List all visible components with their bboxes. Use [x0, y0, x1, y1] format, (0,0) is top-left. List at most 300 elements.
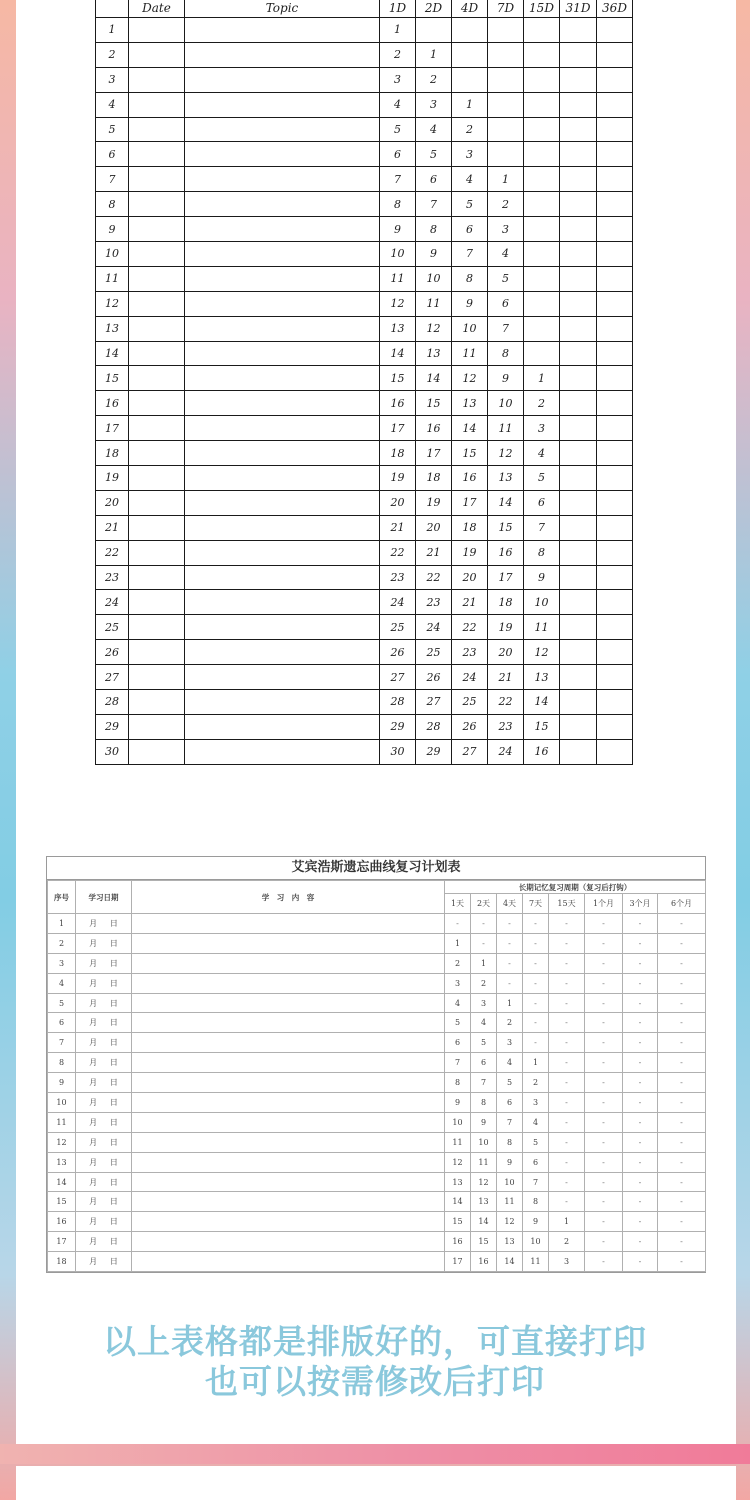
hw-cell	[185, 142, 380, 167]
hw-cell	[560, 341, 597, 366]
hw-cell	[597, 665, 633, 690]
hw-cell: 2	[488, 192, 524, 217]
table-row	[48, 1112, 706, 1132]
hw-cell: 18	[452, 515, 488, 540]
hw-cell: 22	[452, 615, 488, 640]
hw-cell	[560, 540, 597, 565]
hw-cell: 3	[416, 92, 452, 117]
day-label: 日	[109, 1157, 118, 1167]
hw-cell	[560, 217, 597, 242]
review-cell: -	[585, 1112, 623, 1132]
hw-cell: 3	[380, 67, 416, 92]
hw-cell: 15	[416, 391, 452, 416]
hw-cell	[129, 391, 185, 416]
hw-cell: 17	[488, 565, 524, 590]
hw-cell: 2	[416, 67, 452, 92]
hw-cell	[129, 341, 185, 366]
review-cell: 12	[445, 1152, 471, 1172]
hw-cell	[560, 615, 597, 640]
hw-cell: 13	[488, 466, 524, 491]
study-date-cell	[76, 1093, 132, 1113]
decorative-stripe	[0, 1444, 750, 1464]
row-index: 4	[48, 973, 76, 993]
hw-cell	[129, 92, 185, 117]
hw-cell: 14	[96, 341, 129, 366]
table-row	[96, 416, 633, 441]
hw-cell: 1	[452, 92, 488, 117]
table-row	[48, 973, 706, 993]
review-cell: 9	[445, 1093, 471, 1113]
hw-cell	[185, 341, 380, 366]
table-row	[96, 266, 633, 291]
hw-header-cell: Date	[129, 0, 185, 18]
hw-cell	[452, 42, 488, 67]
hw-cell: 7	[416, 192, 452, 217]
hw-cell: 22	[488, 690, 524, 715]
hw-cell	[597, 739, 633, 764]
review-cell: -	[585, 1232, 623, 1252]
month-label: 月	[89, 1197, 98, 1207]
review-cell: 3	[497, 1033, 523, 1053]
review-cell: 6	[523, 1152, 549, 1172]
hw-cell: 7	[96, 167, 129, 192]
hw-cell: 19	[488, 615, 524, 640]
hw-cell	[524, 291, 560, 316]
hw-cell: 30	[380, 739, 416, 764]
hw-cell: 9	[488, 366, 524, 391]
table-row	[96, 42, 633, 67]
hw-cell: 18	[488, 590, 524, 615]
study-content-cell	[132, 1252, 445, 1272]
hw-cell: 16	[452, 466, 488, 491]
hw-cell: 13	[416, 341, 452, 366]
study-date-cell	[76, 914, 132, 934]
date-spacer	[97, 1018, 110, 1027]
review-cell: 2	[497, 1013, 523, 1033]
review-cell: -	[549, 1093, 585, 1113]
review-cell: -	[523, 1033, 549, 1053]
table-row	[48, 1232, 706, 1252]
review-cell: -	[585, 1152, 623, 1172]
hw-header-cell	[96, 0, 129, 18]
review-cell: 6	[471, 1053, 497, 1073]
study-date-cell	[76, 1232, 132, 1252]
hw-cell: 10	[96, 242, 129, 267]
hw-cell: 9	[380, 217, 416, 242]
review-period-header: 15天	[549, 894, 585, 914]
date-spacer	[97, 1138, 110, 1147]
hw-cell: 29	[380, 714, 416, 739]
hw-cell: 14	[488, 490, 524, 515]
study-date-cell	[76, 1212, 132, 1232]
hw-cell: 12	[96, 291, 129, 316]
hw-cell: 3	[96, 67, 129, 92]
hw-cell: 7	[380, 167, 416, 192]
hw-cell	[597, 117, 633, 142]
hw-cell	[597, 515, 633, 540]
hw-cell	[129, 117, 185, 142]
hw-cell: 2	[96, 42, 129, 67]
review-cell: 1	[497, 993, 523, 1013]
month-label: 月	[89, 938, 98, 948]
date-spacer	[97, 1237, 110, 1246]
hw-cell	[560, 590, 597, 615]
review-cell: 1	[523, 1053, 549, 1073]
hw-cell: 15	[452, 441, 488, 466]
hw-cell: 14	[452, 416, 488, 441]
study-date-cell	[76, 1112, 132, 1132]
hw-header-cell: 15D	[524, 0, 560, 18]
hw-cell: 27	[380, 665, 416, 690]
hw-cell	[560, 167, 597, 192]
study-date-cell	[76, 973, 132, 993]
printed-review-table-container	[46, 856, 706, 1273]
hw-cell: 12	[488, 441, 524, 466]
hw-cell	[597, 366, 633, 391]
review-cell: 3	[471, 993, 497, 1013]
date-spacer	[97, 919, 110, 928]
day-label: 日	[109, 1117, 118, 1127]
hw-cell: 16	[416, 416, 452, 441]
review-cell: 14	[471, 1212, 497, 1232]
hw-cell	[597, 714, 633, 739]
footer-caption	[0, 1322, 750, 1402]
header-index: 序号	[48, 881, 76, 914]
table-row	[96, 515, 633, 540]
hw-cell: 16	[524, 739, 560, 764]
hw-cell	[129, 466, 185, 491]
hw-cell	[129, 739, 185, 764]
hw-cell: 2	[380, 42, 416, 67]
hw-cell	[524, 167, 560, 192]
review-cell: -	[658, 1192, 706, 1212]
review-cell: 6	[445, 1033, 471, 1053]
hw-cell: 21	[380, 515, 416, 540]
review-cell: 12	[471, 1172, 497, 1192]
hw-cell: 8	[416, 217, 452, 242]
row-index: 17	[48, 1232, 76, 1252]
hw-cell	[185, 540, 380, 565]
table-row	[96, 291, 633, 316]
review-cell: -	[658, 1212, 706, 1232]
hw-cell	[560, 665, 597, 690]
hw-cell	[524, 42, 560, 67]
review-cell: 10	[471, 1132, 497, 1152]
hw-cell	[129, 366, 185, 391]
row-index: 2	[48, 933, 76, 953]
review-cell: -	[549, 993, 585, 1013]
hw-cell: 17	[452, 490, 488, 515]
footer-line-1: 以上表格都是排版好的，可直接打印	[103, 1322, 647, 1361]
hw-cell	[597, 92, 633, 117]
hw-cell: 1	[96, 18, 129, 43]
review-cell: 2	[445, 953, 471, 973]
review-cell: -	[549, 1172, 585, 1192]
table-row	[48, 1093, 706, 1113]
day-label: 日	[109, 1217, 118, 1227]
review-cell: -	[623, 933, 658, 953]
hw-cell: 27	[96, 665, 129, 690]
hw-cell	[524, 142, 560, 167]
hw-cell	[524, 266, 560, 291]
hw-cell: 11	[380, 266, 416, 291]
hw-cell: 17	[96, 416, 129, 441]
hw-cell: 23	[488, 714, 524, 739]
review-cell: -	[585, 1033, 623, 1053]
hw-cell	[488, 67, 524, 92]
hw-cell	[129, 291, 185, 316]
review-cell: -	[658, 933, 706, 953]
review-cell: 5	[445, 1013, 471, 1033]
row-index: 8	[48, 1053, 76, 1073]
hw-cell	[597, 615, 633, 640]
table-row	[96, 490, 633, 515]
day-label: 日	[109, 1038, 118, 1048]
study-date-cell	[76, 1033, 132, 1053]
hw-cell	[597, 242, 633, 267]
table-row	[48, 993, 706, 1013]
table-row	[96, 565, 633, 590]
hw-cell: 19	[416, 490, 452, 515]
hw-cell: 3	[452, 142, 488, 167]
review-cell: 11	[497, 1192, 523, 1212]
hw-cell: 20	[452, 565, 488, 590]
hw-cell: 23	[452, 640, 488, 665]
hw-cell	[185, 67, 380, 92]
review-cell: 4	[471, 1013, 497, 1033]
date-spacer	[97, 939, 110, 948]
hw-cell	[185, 316, 380, 341]
review-cell: -	[549, 973, 585, 993]
hw-cell	[560, 515, 597, 540]
hw-cell	[560, 18, 597, 43]
month-label: 月	[89, 1097, 98, 1107]
hw-cell: 9	[416, 242, 452, 267]
hw-cell: 24	[416, 615, 452, 640]
review-cell: 3	[523, 1093, 549, 1113]
hw-cell	[185, 266, 380, 291]
hw-cell: 13	[452, 391, 488, 416]
hw-cell: 29	[416, 739, 452, 764]
review-cell: 13	[445, 1172, 471, 1192]
review-cell: 2	[549, 1232, 585, 1252]
hw-cell: 10	[380, 242, 416, 267]
hw-cell: 6	[416, 167, 452, 192]
table-row	[96, 640, 633, 665]
hw-cell	[185, 366, 380, 391]
hw-cell: 19	[380, 466, 416, 491]
review-cell: -	[623, 1132, 658, 1152]
table-row	[96, 341, 633, 366]
review-cell: -	[623, 914, 658, 934]
row-index: 1	[48, 914, 76, 934]
review-period-header: 7天	[523, 894, 549, 914]
hw-cell: 13	[96, 316, 129, 341]
hw-cell	[185, 466, 380, 491]
table-row	[48, 1073, 706, 1093]
review-cell: -	[585, 1093, 623, 1113]
hw-cell: 1	[380, 18, 416, 43]
review-cell: -	[497, 973, 523, 993]
hw-cell	[524, 316, 560, 341]
hw-cell	[597, 167, 633, 192]
review-cell: -	[585, 1073, 623, 1093]
hw-cell	[560, 391, 597, 416]
hw-cell: 5	[96, 117, 129, 142]
study-content-cell	[132, 1132, 445, 1152]
hw-cell: 25	[452, 690, 488, 715]
day-label: 日	[109, 1018, 118, 1028]
review-period-header: 1天	[445, 894, 471, 914]
review-cell: -	[623, 1232, 658, 1252]
hw-cell	[560, 117, 597, 142]
hw-cell	[597, 142, 633, 167]
study-date-cell	[76, 1152, 132, 1172]
hw-cell	[560, 739, 597, 764]
review-cell: 7	[445, 1053, 471, 1073]
day-label: 日	[109, 938, 118, 948]
hw-cell	[129, 714, 185, 739]
hw-cell	[560, 690, 597, 715]
hw-cell	[597, 192, 633, 217]
bottom-panel	[16, 1466, 736, 1500]
month-label: 月	[89, 1078, 98, 1088]
hw-cell: 23	[380, 565, 416, 590]
hw-header-cell: 31D	[560, 0, 597, 18]
hw-cell: 15	[488, 515, 524, 540]
review-cell: -	[658, 914, 706, 934]
row-index: 11	[48, 1112, 76, 1132]
review-cell: 9	[497, 1152, 523, 1172]
table-row	[96, 540, 633, 565]
hw-cell: 9	[96, 217, 129, 242]
hw-cell: 5	[416, 142, 452, 167]
hw-cell: 7	[488, 316, 524, 341]
date-spacer	[97, 1158, 110, 1167]
review-period-header: 1个月	[585, 894, 623, 914]
hw-cell: 27	[452, 739, 488, 764]
review-period-header: 6个月	[658, 894, 706, 914]
hw-cell	[597, 67, 633, 92]
hw-cell	[185, 18, 380, 43]
review-cell: -	[658, 1232, 706, 1252]
review-cell: -	[658, 993, 706, 1013]
review-cell: -	[549, 1192, 585, 1212]
hw-cell: 14	[380, 341, 416, 366]
hw-cell: 22	[416, 565, 452, 590]
review-cell: -	[549, 1013, 585, 1033]
hw-cell	[185, 42, 380, 67]
hw-cell	[129, 242, 185, 267]
month-label: 月	[89, 1157, 98, 1167]
table-row	[96, 192, 633, 217]
hw-cell: 8	[452, 266, 488, 291]
hw-cell: 19	[452, 540, 488, 565]
month-label: 月	[89, 918, 98, 928]
hw-cell	[185, 117, 380, 142]
hw-cell: 11	[452, 341, 488, 366]
study-content-cell	[132, 1192, 445, 1212]
review-cell: 10	[523, 1232, 549, 1252]
printed-review-table	[47, 880, 706, 1272]
review-cell: -	[585, 953, 623, 973]
hw-cell: 17	[416, 441, 452, 466]
hw-cell	[185, 565, 380, 590]
hw-cell: 21	[488, 665, 524, 690]
table-row	[96, 316, 633, 341]
study-content-cell	[132, 993, 445, 1013]
review-cell: -	[585, 1013, 623, 1033]
hw-cell: 24	[96, 590, 129, 615]
review-cell: -	[523, 973, 549, 993]
review-cell: -	[585, 1053, 623, 1073]
hw-cell: 16	[488, 540, 524, 565]
review-cell: 17	[445, 1252, 471, 1272]
hw-cell: 26	[96, 640, 129, 665]
date-spacer	[97, 1257, 110, 1266]
hw-cell	[560, 490, 597, 515]
study-content-cell	[132, 1232, 445, 1252]
hw-cell: 4	[524, 441, 560, 466]
hw-cell	[488, 42, 524, 67]
hw-cell	[560, 291, 597, 316]
hw-cell	[524, 92, 560, 117]
hw-cell	[597, 291, 633, 316]
hw-cell	[185, 167, 380, 192]
row-index: 10	[48, 1093, 76, 1113]
study-content-cell	[132, 1013, 445, 1033]
hw-cell: 10	[488, 391, 524, 416]
hw-cell	[597, 565, 633, 590]
review-cell: -	[585, 1172, 623, 1192]
hw-cell: 5	[488, 266, 524, 291]
hw-cell: 20	[488, 640, 524, 665]
study-content-cell	[132, 1152, 445, 1172]
table-row	[96, 714, 633, 739]
hw-cell	[597, 540, 633, 565]
hw-cell: 13	[380, 316, 416, 341]
hw-cell	[560, 316, 597, 341]
table-row	[48, 1152, 706, 1172]
review-cell: 5	[471, 1033, 497, 1053]
date-spacer	[97, 979, 110, 988]
hw-cell	[129, 192, 185, 217]
hw-cell: 29	[96, 714, 129, 739]
hw-cell	[560, 42, 597, 67]
table-row	[96, 142, 633, 167]
table-row	[96, 67, 633, 92]
review-period-header: 3个月	[623, 894, 658, 914]
hw-cell	[416, 18, 452, 43]
footer-line-2: 也可以按需修改后打印	[205, 1362, 545, 1401]
hw-cell	[597, 441, 633, 466]
hw-cell: 4	[380, 92, 416, 117]
month-label: 月	[89, 1018, 98, 1028]
review-cell: 5	[497, 1073, 523, 1093]
review-cell: 3	[445, 973, 471, 993]
table-row	[96, 466, 633, 491]
hw-cell: 5	[380, 117, 416, 142]
row-index: 15	[48, 1192, 76, 1212]
study-content-cell	[132, 1172, 445, 1192]
hw-header-cell: 2D	[416, 0, 452, 18]
review-cell: 8	[471, 1093, 497, 1113]
hw-cell: 1	[488, 167, 524, 192]
hw-cell: 22	[380, 540, 416, 565]
hw-cell: 15	[380, 366, 416, 391]
day-label: 日	[109, 1137, 118, 1147]
table-row	[48, 1212, 706, 1232]
